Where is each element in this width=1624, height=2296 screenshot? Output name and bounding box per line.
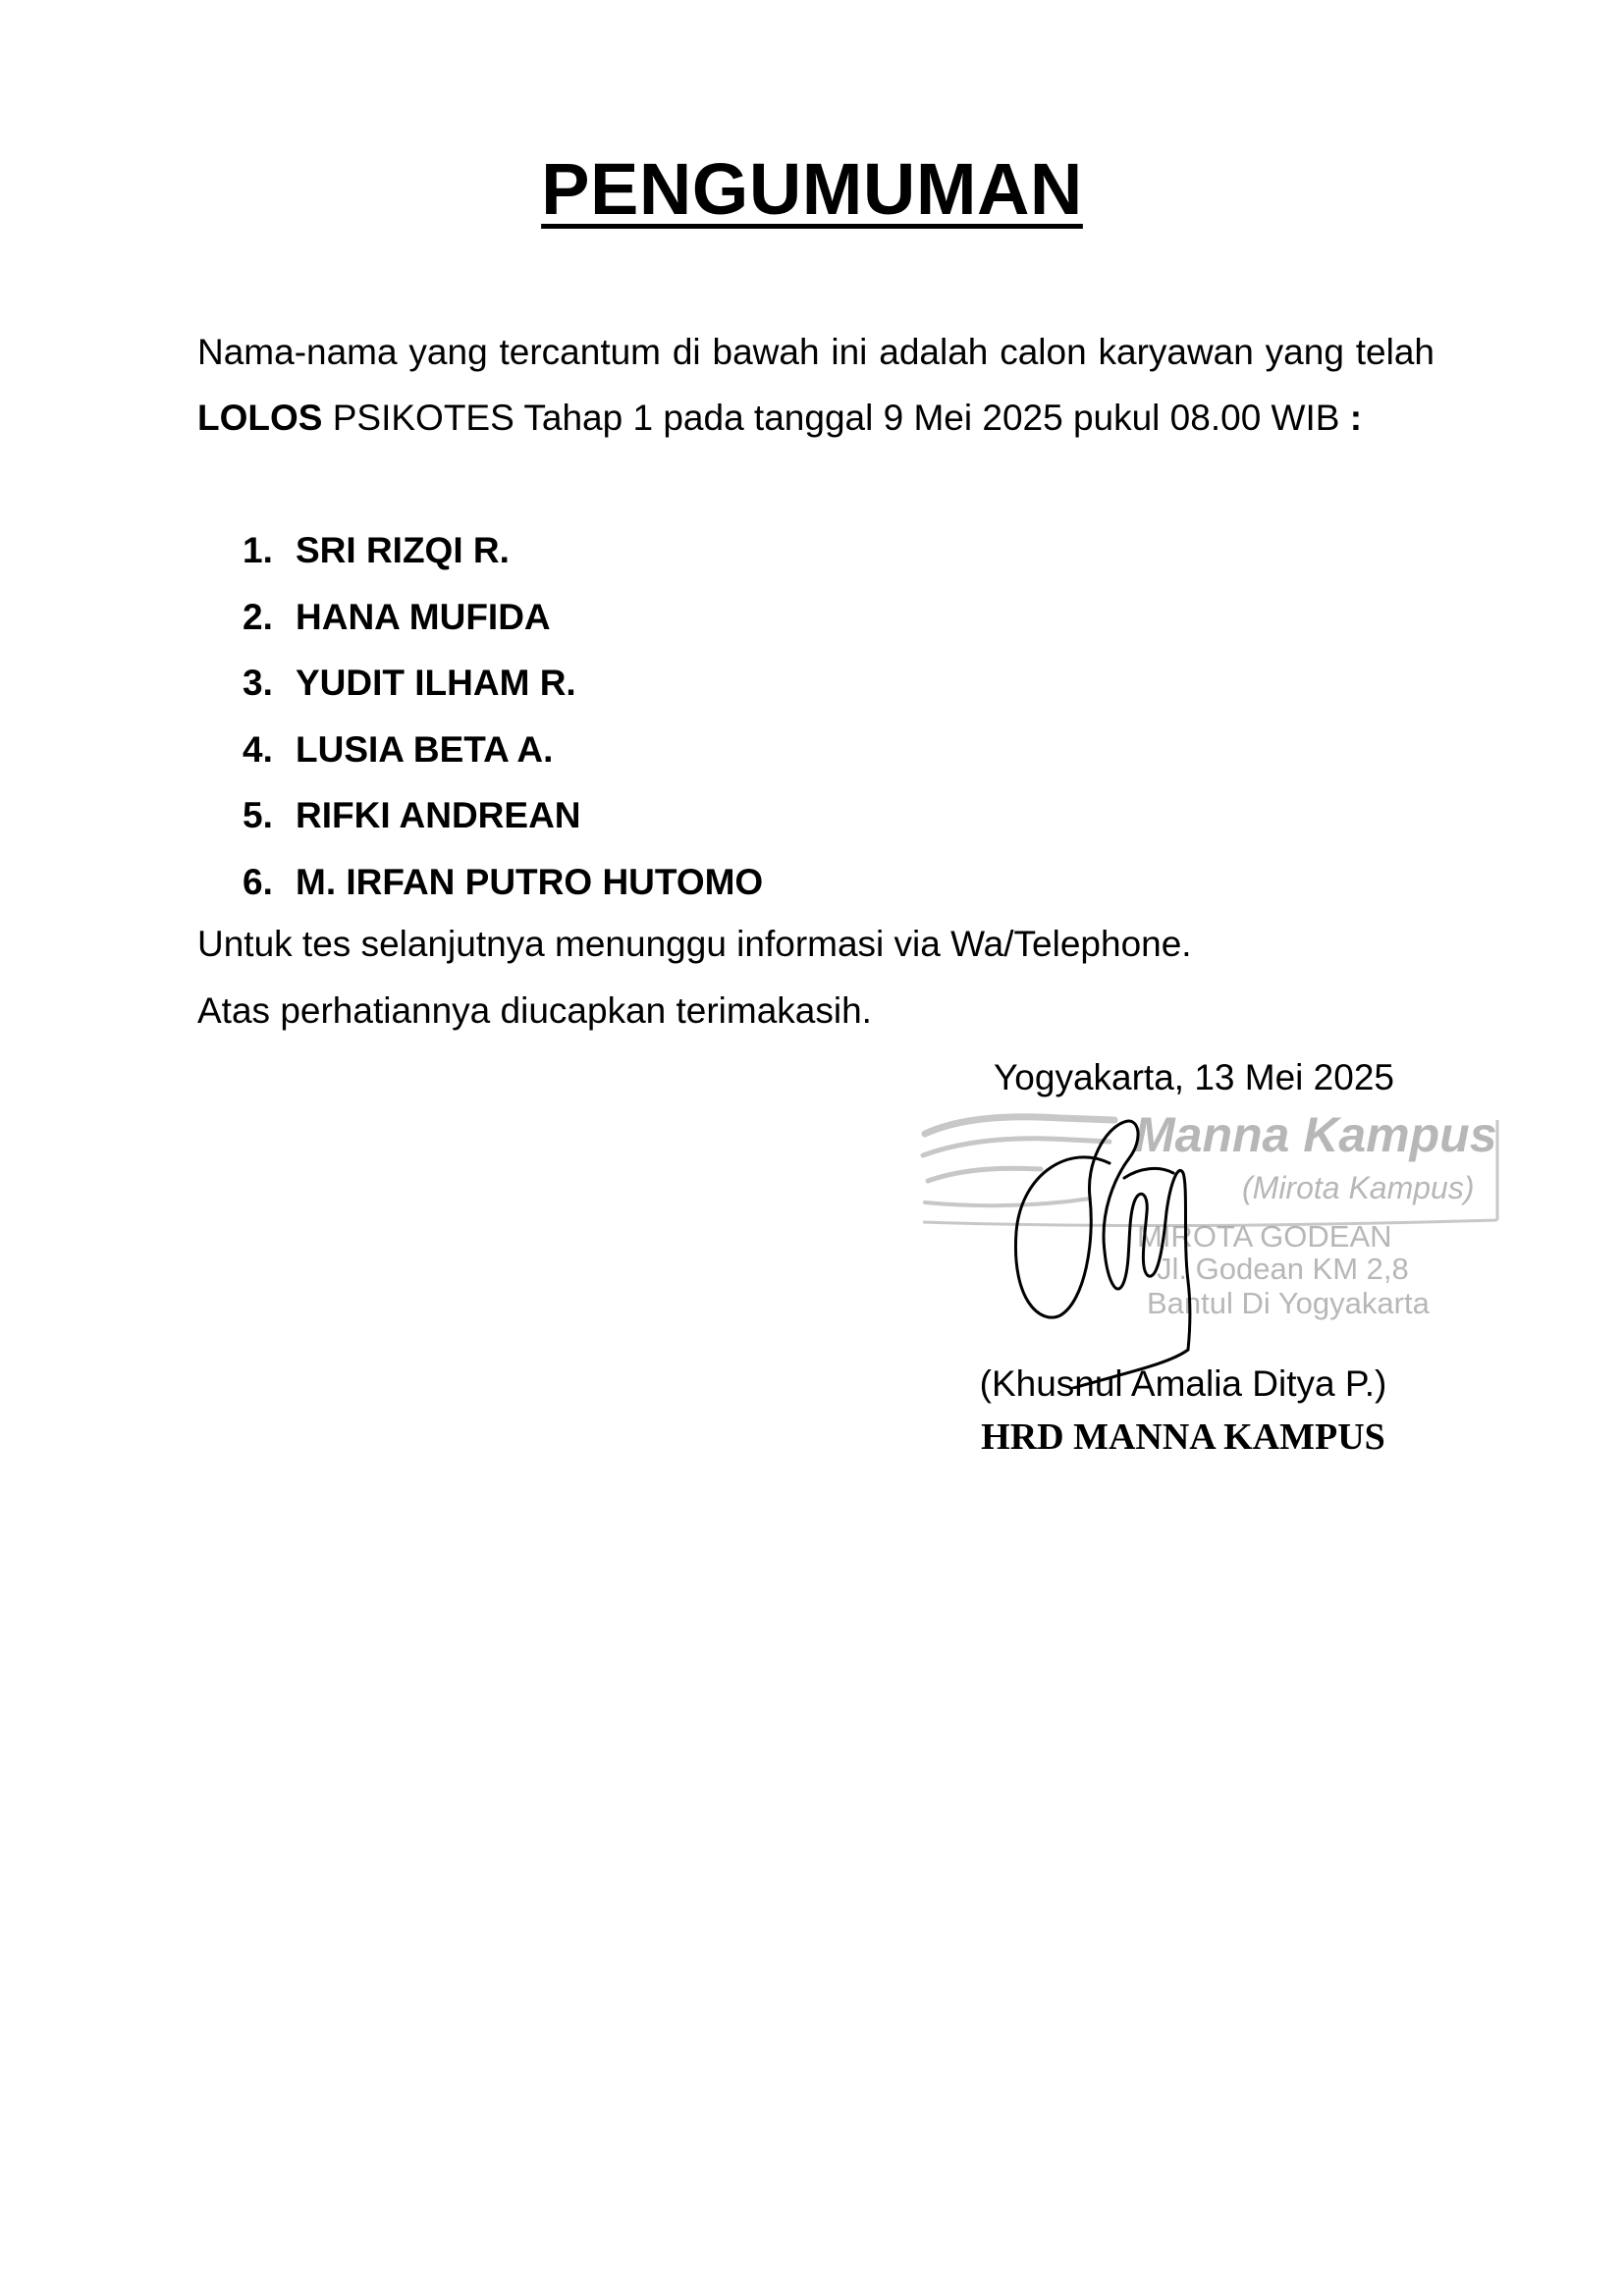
- list-item-name: HANA MUFIDA: [296, 596, 551, 637]
- intro-bold-word: LOLOS: [197, 398, 323, 438]
- closing-line-info: Untuk tes selanjutnya menunggu informasi via Wa/Telephone.: [197, 924, 1192, 964]
- intro-text-part2: PSIKOTES Tahap 1 pada tanggal 9 Mei 2025 pukul 08.00 WIB: [322, 398, 1350, 438]
- list-item: [243, 584, 763, 651]
- svg-text:MIROTA GODEAN: MIROTA GODEAN: [1137, 1219, 1392, 1254]
- list-item: [243, 782, 763, 849]
- list-item-number: 6.: [243, 861, 273, 902]
- list-item-name: LUSIA BETA A.: [296, 728, 554, 770]
- candidate-list: [243, 517, 763, 915]
- list-item-number: 4.: [243, 728, 273, 770]
- intro-paragraph: [197, 319, 1435, 451]
- list-item-number: 1.: [243, 530, 273, 570]
- list-item: [243, 849, 763, 916]
- intro-colon: :: [1349, 398, 1363, 438]
- signer-name: (Khusnul Amalia Ditya P.): [979, 1363, 1387, 1404]
- page-title-text: PENGUMUMAN: [541, 148, 1083, 230]
- list-item: [243, 517, 763, 584]
- list-item-number: 2.: [243, 596, 273, 637]
- list-item: [243, 717, 763, 783]
- list-item-number: 3.: [243, 663, 273, 703]
- svg-text:(Mirota Kampus): (Mirota Kampus): [1242, 1170, 1475, 1205]
- list-item-number: 5.: [243, 795, 273, 835]
- closing-line-thanks: Atas perhatiannya diucapkan terimakasih.: [197, 990, 872, 1031]
- list-item-name: RIFKI ANDREAN: [296, 795, 581, 835]
- list-item-name: M. IRFAN PUTRO HUTOMO: [296, 861, 764, 902]
- svg-text:Bantul Di Yogyakarta: Bantul Di Yogyakarta: [1147, 1286, 1430, 1320]
- list-item-name: YUDIT ILHAM R.: [296, 663, 576, 703]
- page-title: [0, 147, 1624, 231]
- list-item-name: SRI RIZQI R.: [296, 530, 510, 570]
- svg-text:Manna Kampus: Manna Kampus: [1134, 1107, 1497, 1162]
- place-date: Yogyakarta, 13 Mei 2025: [994, 1057, 1394, 1097]
- intro-text-part1: Nama-nama yang tercantum di bawah ini adalah calon karyawan yang telah: [197, 332, 1435, 372]
- svg-text:Jl. Godean KM 2,8: Jl. Godean KM 2,8: [1157, 1252, 1409, 1286]
- signature: [1001, 1104, 1257, 1389]
- signer-title: HRD MANNA KAMPUS: [981, 1416, 1385, 1458]
- list-item: [243, 650, 763, 717]
